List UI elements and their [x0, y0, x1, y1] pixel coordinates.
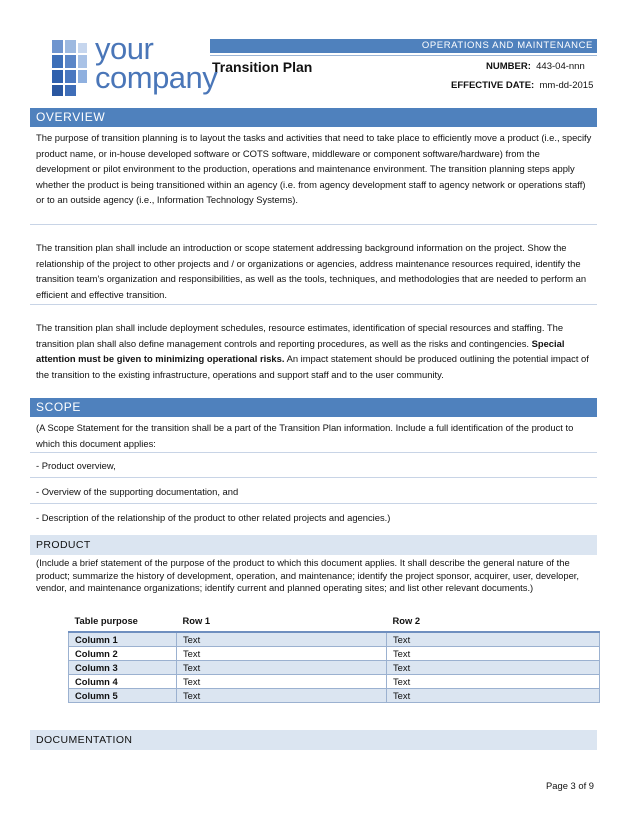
table-row: [69, 647, 600, 661]
table-cell: Text: [387, 675, 600, 689]
product-heading: PRODUCT: [30, 535, 597, 555]
scope-heading: SCOPE: [30, 398, 597, 417]
table-cell: Text: [177, 632, 387, 647]
separator: [30, 503, 597, 504]
table-cell: Text: [177, 675, 387, 689]
table-row-header: Column 1: [69, 632, 177, 647]
document-category-bar: OPERATIONS AND MAINTENANCE: [210, 39, 597, 53]
table-row: [69, 675, 600, 689]
table-cell: Text: [387, 689, 600, 703]
table-row: [69, 689, 600, 703]
table-cell: Text: [177, 647, 387, 661]
scope-bullet-1: - Product overview,: [36, 460, 116, 471]
separator: [30, 304, 597, 305]
header-rule: [210, 55, 597, 56]
document-number: NUMBER: 443-04-nnn: [486, 61, 585, 72]
scope-bullet-2: - Overview of the supporting documentation, and: [36, 486, 239, 497]
documentation-heading: DOCUMENTATION: [30, 730, 597, 750]
table-cell: Text: [177, 661, 387, 675]
effective-date: EFFECTIVE DATE: mm-dd-2015: [451, 80, 594, 91]
separator: [30, 452, 597, 453]
company-logo-mark: [52, 40, 90, 96]
document-title: Transition Plan: [212, 59, 313, 75]
overview-paragraph-1: The purpose of transition planning is to layout the tasks and activities that need to take place to efficiently move a product (i.e., specify product name, or in-house developed software or COTS software, middleware or component software/hardware) from the development or pilot environment to the production, operations and maintenance environment. The transition planning steps apply whether the product is being transitioned within an agency (i.e. from agency development staff to agency network or operations staff) or to an outside agency (i.e., Information Technology Systems).: [36, 132, 592, 205]
table-header-cell: Table purpose: [74, 614, 138, 626]
product-table: [68, 609, 600, 703]
table-header-cell: Row 1: [182, 614, 211, 626]
overview-paragraph-2: The transition plan shall include an introduction or scope statement addressing background information on the project. Show the relationship of the project to other projects and / or organizations or agencies, address maintenance resources required, identify the transition team's organization and responsibilities, as well as the tools, techniques, and methodologies that are needed to perform an efficient and effective transition.: [36, 242, 587, 300]
overview-heading: OVERVIEW: [30, 108, 597, 127]
table-header-row: [69, 609, 600, 632]
separator: [30, 477, 597, 478]
table-cell: Text: [177, 689, 387, 703]
company-logo-text: your company: [95, 31, 218, 95]
overview-paragraph-3: The transition plan shall include deployment schedules, resource estimates, identification of special resources and staffing. The transition plan shall also define management controls and reporting procedures, as well as the risks and contingencies. Special attention must be given to minimizing operational risks. An impact statement should be produced outlining the potential impact of the transition to the existing infrastructure, operations and support staff and to the user community.: [36, 322, 589, 380]
scope-paragraph: (A Scope Statement for the transition shall be a part of the Transition Plan information. Include a full identification of the product to which this document applies:: [36, 422, 574, 449]
product-paragraph: (Include a brief statement of the purpose of the product to which this document applies. It shall describe the general nature of the product; summarize the history of development, operation, and maintenance; identify the project sponsor, acquirer, user, developer, vendor, and maintenance organizations; identify current and planned operating sites; and list other relevant documents.): [36, 557, 580, 593]
table-header-cell: Row 2: [392, 614, 421, 626]
table-cell: Text: [387, 647, 600, 661]
table-row-header: Column 4: [69, 675, 177, 689]
scope-bullet-3: - Description of the relationship of the product to other related projects and agencies.): [36, 512, 391, 523]
table-cell: Text: [387, 632, 600, 647]
separator: [30, 224, 597, 225]
table-cell: Text: [387, 661, 600, 675]
table-row-header: Column 5: [69, 689, 177, 703]
page-number: Page 3 of 9: [546, 780, 594, 791]
table-row-header: Column 3: [69, 661, 177, 675]
table-row-header: Column 2: [69, 647, 177, 661]
table-row: [69, 661, 600, 675]
table-row: [69, 632, 600, 647]
